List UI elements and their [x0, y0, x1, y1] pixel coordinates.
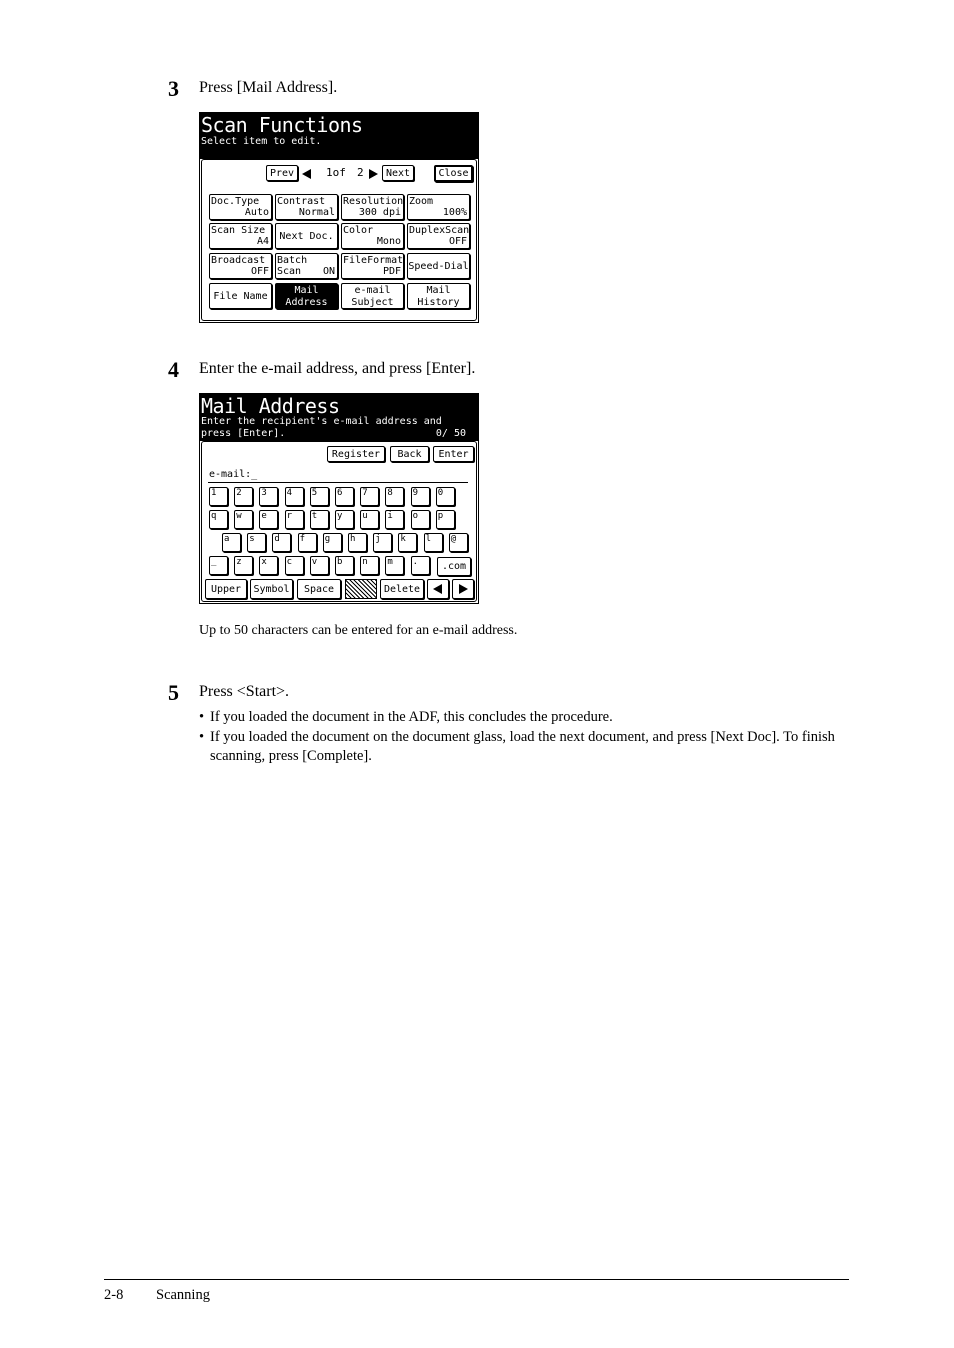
prev-label: Prev — [269, 168, 295, 179]
resolution-value: 300 dpi — [358, 207, 401, 218]
step-4-text: Enter the e-mail address, and press [Enter]. — [199, 360, 476, 377]
key-label: t — [311, 511, 318, 521]
enter-button[interactable] — [433, 446, 474, 462]
key-2-2[interactable] — [234, 510, 253, 529]
mail-address-label-line2: Address — [285, 297, 328, 308]
key-label: 1 — [211, 488, 217, 498]
key-label: 3 — [261, 488, 267, 498]
key-label: 9 — [412, 488, 419, 498]
key-label: p — [437, 511, 444, 521]
key-label: e — [261, 511, 267, 521]
key-label: 4 — [286, 488, 293, 498]
key-label: . — [412, 557, 419, 567]
key-label: o — [412, 511, 419, 521]
key-4-4[interactable] — [285, 556, 304, 575]
key-label: x — [261, 557, 267, 567]
file-format-button[interactable] — [341, 253, 404, 279]
key-label: g — [324, 534, 331, 544]
space-label: Space — [303, 584, 335, 595]
email-length-note: Up to 50 characters can be entered for an e-mail address. — [199, 623, 518, 638]
key-label: y — [337, 511, 343, 521]
key-label: w — [236, 511, 242, 521]
key-2-10[interactable] — [436, 510, 455, 529]
key-4-9[interactable] — [411, 556, 430, 575]
email-field[interactable]: e-mail:_ — [209, 469, 258, 480]
file-format-label: FileFormat — [343, 255, 404, 266]
key-label: n — [362, 557, 368, 567]
scan-functions-subtitle: Select item to edit. — [201, 136, 322, 147]
cursor-right-button[interactable] — [452, 579, 474, 599]
back-label: Back — [397, 449, 422, 460]
close-button[interactable] — [434, 165, 473, 182]
key-2-8[interactable] — [385, 510, 404, 529]
key-label: b — [337, 557, 343, 567]
contrast-label: Contrast — [277, 196, 326, 207]
key-3-3[interactable] — [272, 533, 291, 552]
page-left-arrow-icon[interactable] — [302, 169, 311, 179]
mail-address-title: Mail Address — [201, 394, 340, 418]
upper-button[interactable] — [205, 579, 247, 599]
bullet-glass-text: If you loaded the document on the document glass, load the next document, and press [Next Doc]. To finish scanning, press [Complete]. — [210, 729, 835, 764]
key-3-7[interactable] — [373, 533, 392, 552]
scan-functions-title: Scan Functions — [201, 113, 363, 137]
key-label: l — [425, 534, 432, 544]
key-1-3[interactable] — [259, 487, 278, 506]
key-label: u — [362, 511, 368, 521]
key-label: 0 — [437, 488, 444, 498]
resolution-label: Resolution — [343, 196, 404, 207]
key-3-5[interactable] — [323, 533, 342, 552]
mail-address-instruction-line1: Enter the recipient's e-mail address and — [201, 416, 442, 427]
email-field-underline — [208, 482, 468, 483]
key-1-4[interactable] — [285, 487, 304, 506]
key-label: v — [311, 557, 318, 567]
next-doc-button[interactable] — [275, 223, 338, 249]
key-2-3[interactable] — [259, 510, 278, 529]
zoom-value: 100% — [442, 207, 467, 218]
key-2-5[interactable] — [310, 510, 329, 529]
scan-size-button[interactable] — [209, 223, 272, 249]
resolution-button[interactable] — [341, 194, 404, 220]
key-3-6[interactable] — [348, 533, 367, 552]
key-1-1[interactable] — [209, 487, 228, 506]
page-current: 1of — [326, 166, 346, 179]
arrow-left-icon — [433, 584, 442, 594]
key-4-8[interactable] — [385, 556, 404, 575]
key-label: d — [274, 534, 280, 544]
step-number-4: 4 — [168, 357, 179, 382]
doc-type-label: Doc.Type — [211, 196, 260, 207]
prev-button[interactable] — [266, 165, 298, 181]
doc-type-button[interactable] — [209, 194, 272, 220]
broadcast-label: Broadcast — [211, 255, 266, 266]
delete-label: Delete — [383, 584, 421, 595]
broadcast-value: OFF — [250, 266, 269, 277]
next-label: Next — [385, 168, 411, 179]
key-3-2[interactable] — [247, 533, 266, 552]
key-label: c — [286, 557, 293, 567]
zoom-button[interactable] — [407, 194, 470, 220]
dotcom-label: .com — [441, 561, 467, 572]
key-label: r — [286, 511, 293, 521]
color-button[interactable] — [341, 223, 404, 249]
key-label: s — [249, 534, 255, 544]
file-name-button[interactable] — [209, 283, 272, 309]
batch-scan-label: Batch Scan — [277, 255, 308, 277]
scan-functions-screen — [199, 112, 479, 323]
zoom-label: Zoom — [409, 196, 434, 207]
page-number: 2-8 — [104, 1287, 124, 1303]
batch-scan-value: ON — [322, 266, 335, 277]
bullet-adf-text: If you loaded the document in the ADF, this concludes the procedure. — [210, 709, 613, 725]
enter-label: Enter — [438, 449, 469, 460]
key-4-7[interactable] — [360, 556, 379, 575]
arrow-right-icon — [459, 584, 468, 594]
key-3-4[interactable] — [298, 533, 317, 552]
key-4-3[interactable] — [259, 556, 278, 575]
key-3-1[interactable] — [222, 533, 241, 552]
key-label: _ — [211, 557, 217, 567]
key-2-1[interactable] — [209, 510, 228, 529]
key-label: 5 — [311, 488, 318, 498]
key-label: 8 — [387, 488, 393, 498]
upper-label: Upper — [210, 584, 242, 595]
color-label: Color — [343, 225, 374, 236]
character-counter: 0/ 50 — [435, 428, 466, 439]
key-label: h — [350, 534, 356, 544]
contrast-button[interactable] — [275, 194, 338, 220]
batch-scan-button[interactable] — [275, 253, 338, 279]
scan-size-label: Scan Size — [211, 225, 266, 236]
key-4-1[interactable] — [209, 556, 228, 575]
mail-address-instruction-line2: press [Enter]. — [201, 428, 286, 439]
scan-size-value: A4 — [256, 236, 269, 247]
key-label: q — [211, 511, 217, 521]
scan-functions-header — [200, 113, 478, 159]
key-label: 6 — [337, 488, 343, 498]
mail-history-label-line1: Mail — [426, 285, 451, 296]
key-1-10[interactable] — [436, 487, 455, 506]
footer-rule — [104, 1279, 849, 1280]
key-3-8[interactable] — [398, 533, 417, 552]
key-label: z — [236, 557, 242, 567]
mail-address-header — [200, 394, 478, 441]
key-3-9[interactable] — [424, 533, 443, 552]
key-label: j — [375, 534, 381, 544]
symbol-button[interactable] — [250, 579, 293, 599]
duplex-scan-value: OFF — [448, 236, 467, 247]
key-3-10[interactable] — [449, 533, 468, 552]
key-label: @ — [450, 534, 457, 544]
key-1-2[interactable] — [234, 487, 253, 506]
key-label: a — [224, 534, 230, 544]
cursor-left-button[interactable] — [427, 579, 449, 599]
key-2-7[interactable] — [360, 510, 379, 529]
speed-dial-button[interactable] — [407, 253, 470, 279]
page-right-arrow-icon[interactable] — [369, 169, 378, 179]
key-label: 7 — [362, 488, 368, 498]
duplex-scan-button[interactable] — [407, 223, 470, 249]
key-4-2[interactable] — [234, 556, 253, 575]
register-label: Register — [331, 449, 381, 460]
email-subject-button[interactable] — [341, 283, 404, 309]
key-1-7[interactable] — [360, 487, 379, 506]
email-subject-label-line2: Subject — [351, 297, 394, 308]
key-1-9[interactable] — [411, 487, 430, 506]
mail-address-label-line1: Mail — [294, 285, 319, 296]
disabled-pattern-key — [345, 579, 377, 599]
page-total: 2 — [357, 166, 364, 179]
key-4-6[interactable] — [335, 556, 354, 575]
speed-dial-label: Speed-Dial — [408, 261, 469, 272]
mail-address-button[interactable] — [275, 283, 338, 309]
space-button[interactable] — [297, 579, 341, 599]
dotcom-key[interactable] — [437, 557, 471, 576]
contrast-value: Normal — [298, 207, 335, 218]
bullet-glass — [199, 728, 849, 766]
key-label: m — [387, 557, 393, 567]
key-label: f — [299, 534, 306, 544]
key-2-4[interactable] — [285, 510, 304, 529]
bullet-glass-dot: • — [199, 729, 205, 745]
close-label: Close — [438, 168, 469, 179]
key-label: k — [400, 534, 406, 544]
mail-history-label-line2: History — [417, 297, 460, 308]
key-1-6[interactable] — [335, 487, 354, 506]
key-label: 2 — [236, 488, 242, 498]
step-3-text: Press [Mail Address]. — [199, 79, 338, 96]
key-label: i — [387, 511, 393, 521]
section-name: Scanning — [156, 1287, 210, 1303]
broadcast-button[interactable] — [209, 253, 272, 279]
duplex-scan-label: DuplexScan — [409, 225, 470, 236]
symbol-label: Symbol — [253, 584, 290, 595]
mail-history-button[interactable] — [407, 283, 470, 309]
mail-address-screen — [199, 393, 479, 604]
step-number-3: 3 — [168, 76, 179, 101]
back-button[interactable] — [390, 446, 429, 462]
bullet-adf-dot: • — [199, 709, 205, 725]
key-2-9[interactable] — [411, 510, 430, 529]
scan-functions-body — [201, 159, 477, 321]
delete-button[interactable] — [380, 579, 424, 599]
bullet-adf — [199, 708, 849, 727]
doc-type-value: Auto — [244, 207, 269, 218]
next-button[interactable] — [382, 165, 414, 181]
key-2-6[interactable] — [335, 510, 354, 529]
color-value: Mono — [376, 236, 401, 247]
email-subject-label-line1: e-mail — [354, 285, 391, 296]
register-button[interactable] — [327, 446, 385, 462]
key-1-8[interactable] — [385, 487, 404, 506]
mail-address-body — [201, 441, 477, 602]
file-format-value: PDF — [382, 266, 401, 277]
step-number-5: 5 — [168, 680, 179, 705]
key-1-5[interactable] — [310, 487, 329, 506]
key-4-5[interactable] — [310, 556, 329, 575]
next-doc-label: Next Doc. — [279, 231, 334, 242]
step-5-text: Press <Start>. — [199, 683, 290, 700]
file-name-label: File Name — [213, 291, 268, 302]
